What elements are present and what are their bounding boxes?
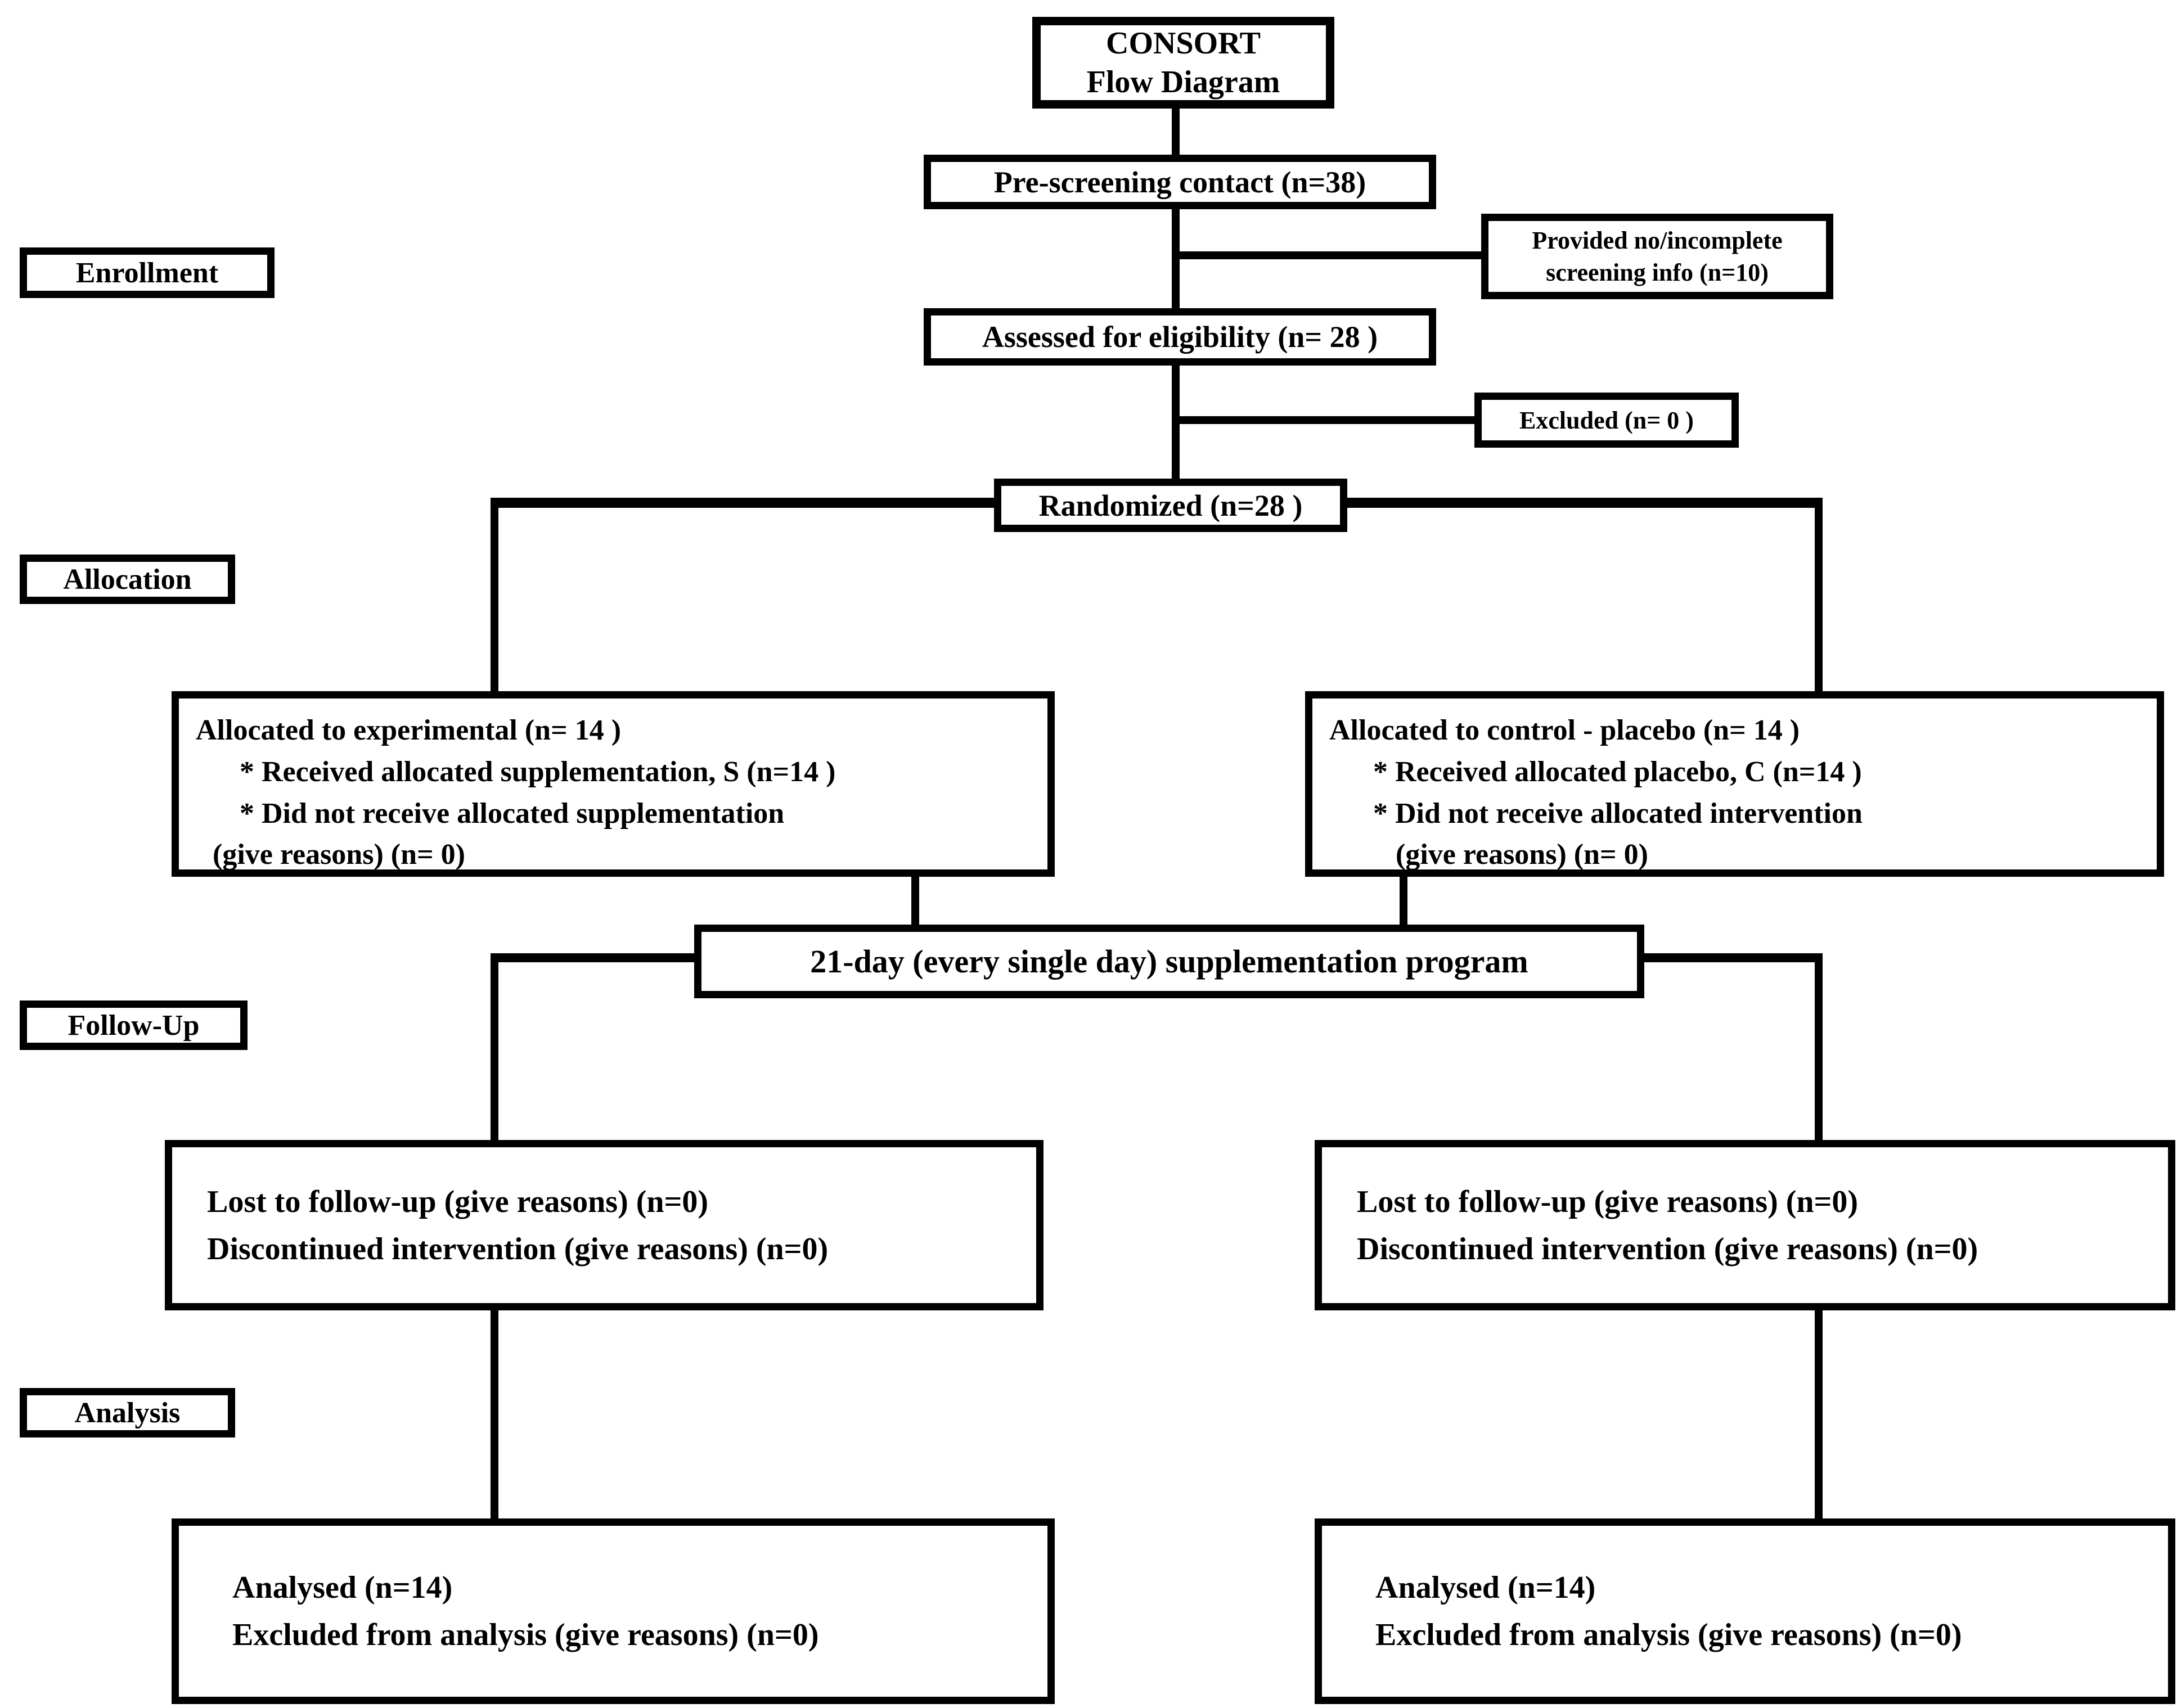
connector-branch-to-provided (1176, 251, 1485, 259)
screening-excluded-line2: screening info (n=10) (1546, 259, 1769, 286)
followup-label-text: Follow-Up (68, 1009, 200, 1042)
allocated-control-line2: * Received allocated placebo, C (n=14 ) (1373, 755, 1862, 788)
allocation-label: Allocation (63, 563, 192, 596)
followup-control-box (1315, 1140, 2175, 1310)
connector-branch-to-excluded (1176, 416, 1477, 424)
prescreening-text: Pre-screening contact (n=38) (993, 165, 1366, 199)
assessed-text: Assessed for eligibility (n= 28 ) (982, 320, 1378, 354)
enrollment-label: Enrollment (75, 256, 219, 289)
stage-label-analysis (20, 1388, 235, 1437)
prescreening-box (924, 155, 1436, 209)
connector-randomized-left-horizontal (491, 498, 997, 508)
connector-program-right-vertical (1815, 953, 1823, 1143)
allocated-experimental-line3: * Did not receive allocated supplementation (240, 797, 785, 830)
supplementation-program-box (694, 925, 1644, 998)
followup-control-line2: Discontinued intervention (give reasons) (n=0) (1357, 1231, 1978, 1267)
stage-label-enrollment (20, 247, 275, 298)
followup-experimental-box (165, 1140, 1043, 1310)
randomized-text: Randomized (n=28 ) (1038, 488, 1303, 522)
excluded-box (1474, 393, 1739, 448)
analysed-control-line1: Analysed (n=14) (1375, 1570, 1596, 1605)
connector-followup-experimental-to-analysed (491, 1308, 498, 1521)
title-line2: Flow Diagram (1086, 64, 1280, 100)
allocated-experimental-line2: * Received allocated supplementation, S (n=14 ) (240, 755, 836, 788)
connector-followup-control-to-analysed (1815, 1308, 1823, 1521)
allocated-control-line1: Allocated to control - placebo (n= 14 ) (1329, 714, 1800, 746)
allocated-experimental-line1: Allocated to experimental (n= 14 ) (196, 714, 622, 746)
excluded-text: Excluded (n= 0 ) (1519, 406, 1694, 434)
connector-randomized-right-vertical (1815, 498, 1823, 695)
title-box (1032, 17, 1334, 109)
connector-program-left-vertical (491, 953, 498, 1143)
connector-consort-to-prescreening (1172, 107, 1180, 160)
connector-program-right-horizontal (1641, 953, 1823, 962)
screening-excluded-line1: Provided no/incomplete (1532, 226, 1783, 254)
title-line1: CONSORT (1106, 26, 1261, 61)
assessed-box (924, 308, 1436, 366)
followup-control-line1: Lost to follow-up (give reasons) (n=0) (1357, 1184, 1859, 1219)
allocated-experimental-line4: (give reasons) (n= 0) (213, 839, 465, 871)
screening-excluded-box (1481, 214, 1833, 299)
connector-program-left-horizontal (491, 953, 698, 962)
followup-experimental-line1: Lost to follow-up (give reasons) (n=0) (207, 1184, 709, 1219)
analysed-experimental-line1: Analysed (n=14) (232, 1570, 453, 1605)
allocated-control-line3: * Did not receive allocated intervention (1373, 797, 1863, 830)
connector-randomized-left-vertical (491, 498, 498, 695)
stage-label-allocation (20, 555, 235, 604)
connector-randomized-right-horizontal (1344, 498, 1823, 508)
connector-allocated-control-to-program (1400, 875, 1407, 928)
randomized-box (994, 479, 1347, 532)
analysis-label-text: Analysis (74, 1396, 181, 1429)
analysed-control-line2: Excluded from analysis (give reasons) (n=0) (1375, 1617, 1962, 1652)
allocated-control-box (1305, 691, 2164, 877)
connector-allocated-experimental-to-program (911, 875, 919, 928)
followup-experimental-line2: Discontinued intervention (give reasons) (n=0) (207, 1231, 829, 1267)
analysed-experimental-line2: Excluded from analysis (give reasons) (n=0) (232, 1617, 819, 1652)
allocated-experimental-box (172, 691, 1055, 877)
analysed-experimental-box (172, 1518, 1055, 1704)
allocated-control-line4: (give reasons) (n= 0) (1396, 839, 1648, 871)
supplementation-program-text: 21-day (every single day) supplementation program (810, 943, 1528, 980)
stage-label-followup (20, 1001, 248, 1050)
analysed-control-box (1315, 1518, 2175, 1704)
